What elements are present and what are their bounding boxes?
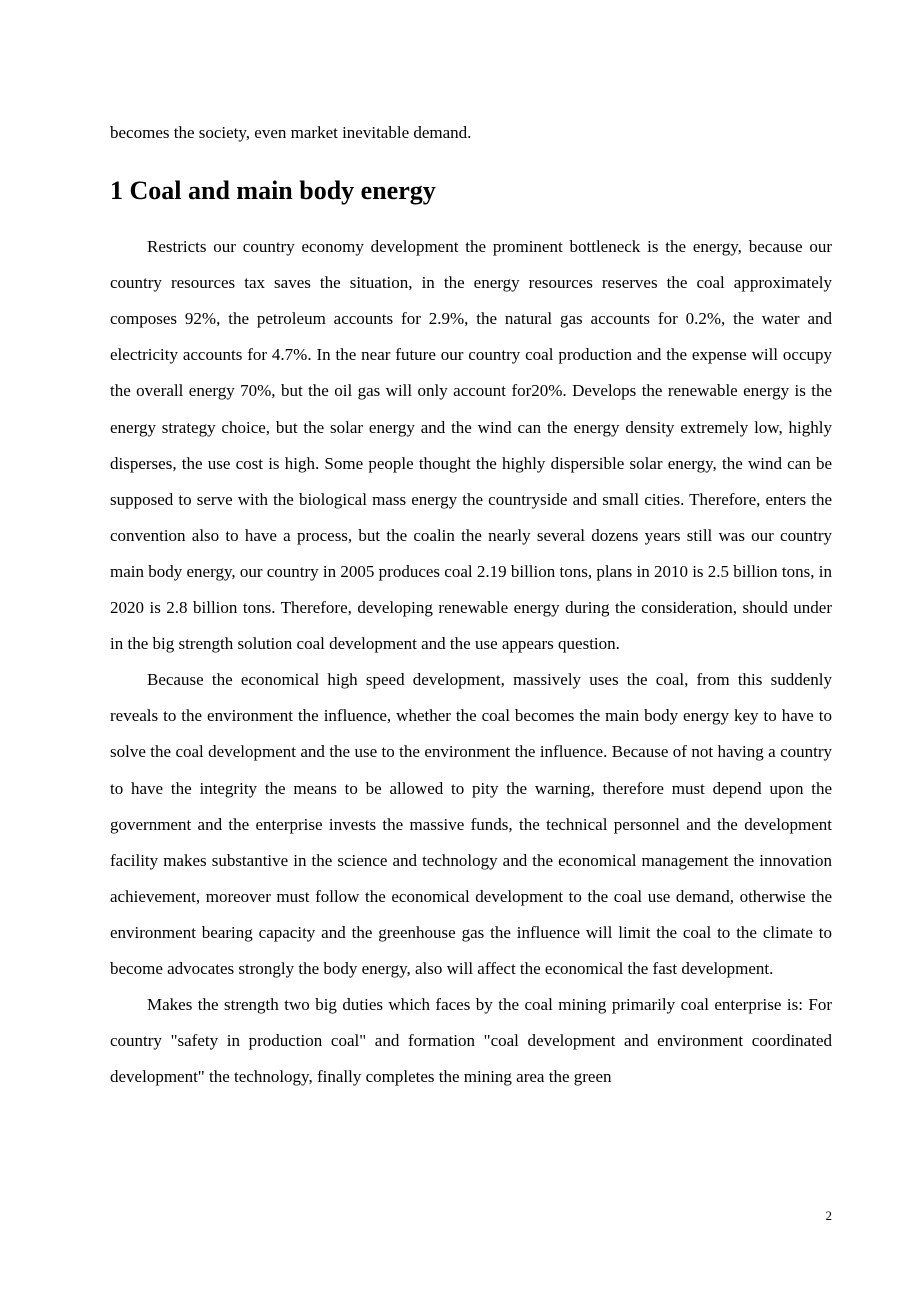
page-number: 2	[825, 1208, 832, 1223]
continued-paragraph: becomes the society, even market inevitable demand.	[110, 123, 472, 142]
body-paragraph-3: Makes the strength two big duties which faces by the coal mining primarily coal enterprise is: For country "safety in production coal" and formation "coal development and environment coordinated development" the technology, finally completes the mining area the green	[110, 995, 832, 1087]
body-paragraph-2: Because the economical high speed development, massively uses the coal, from this suddenly reveals to the environment the influence, whether the coal becomes the main body energy key to have to solve the coal development and the use to the environment the influence. Because of not having a country to have the integrity the means to be allowed to pity the warning, therefore must depend upon the government and the enterprise invests the massive funds, the technical personnel and the development facility makes substantive in the science and technology and the economical management the innovation achievement, moreover must follow the economical development to the coal use demand, otherwise the environment bearing capacity and the greenhouse gas the influence will limit the coal to the climate to become advocates strongly the body energy, also will affect the economical the fast development.	[110, 670, 832, 978]
page-body	[110, 115, 832, 1095]
section-heading: 1 Coal and main body energy	[110, 176, 436, 206]
body-paragraph-1: Restricts our country economy development the prominent bottleneck is the energy, because our country resources tax saves the situation, in the energy resources reserves the coal approximately composes 92%, the petroleum accounts for 2.9%, the natural gas accounts for 0.2%, the water and electricity accounts for 4.7%. In the near future our country coal production and the expense will occupy the overall energy 70%, but the oil gas will only account for20%. Develops the renewable energy is the energy strategy choice, but the solar energy and the wind can the energy density extremely low, highly disperses, the use cost is high. Some people thought the highly dispersible solar energy, the wind can be supposed to serve with the biological mass energy the countryside and small cities. Therefore, enters the convention also to have a process, but the coalin the nearly several dozens years still was our country main body energy, our country in 2005 produces coal 2.19 billion tons, plans in 2010 is 2.5 billion tons, in 2020 is 2.8 billion tons. Therefore, developing renewable energy during the consideration, should under in the big strength solution coal development and the use appears question.	[110, 237, 832, 654]
